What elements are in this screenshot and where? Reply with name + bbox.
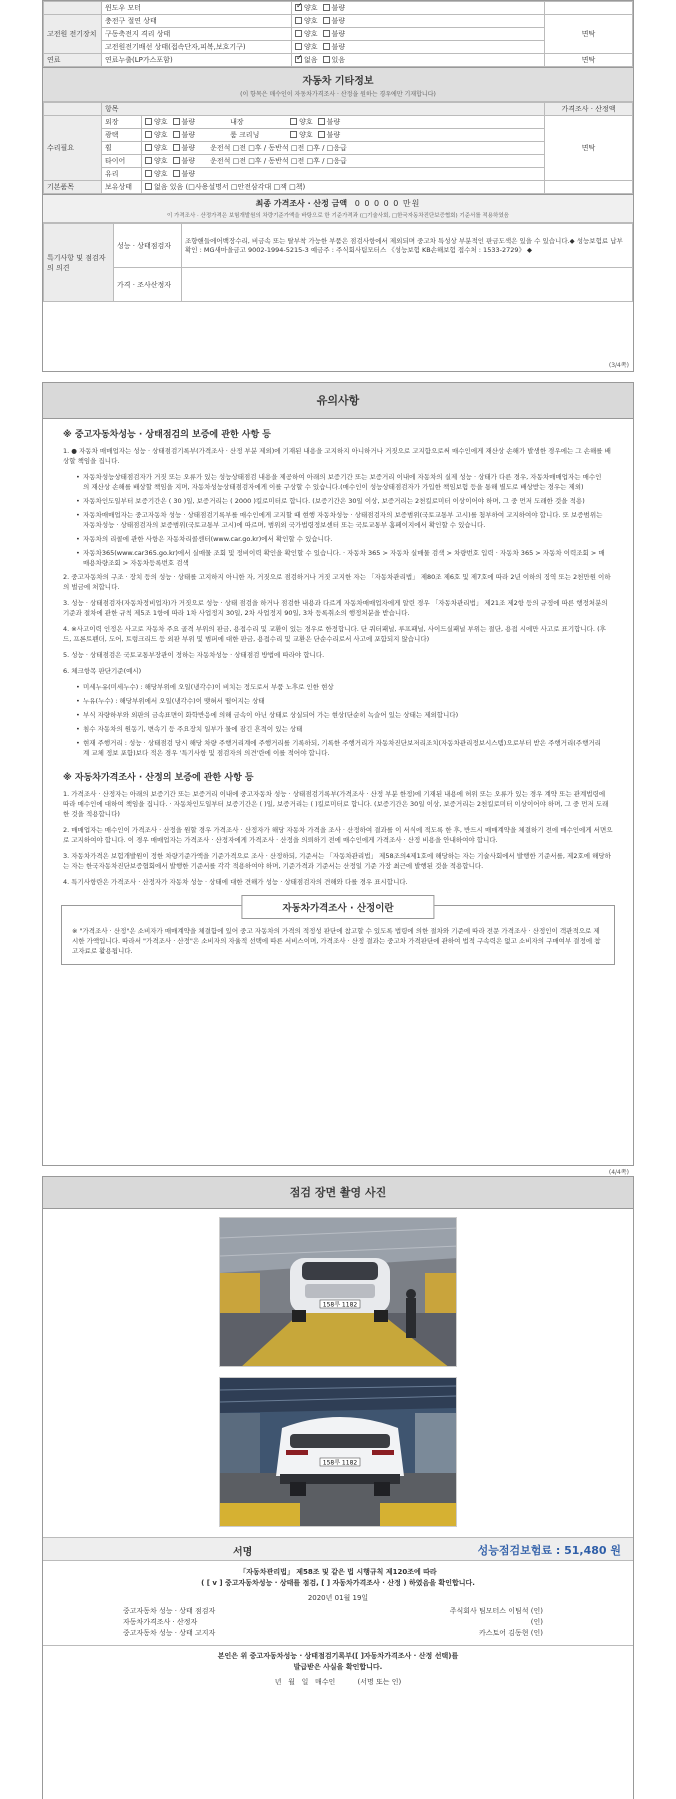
option-1-checkbox[interactable] [295,56,302,63]
good-checkbox[interactable] [145,157,152,164]
good-checkbox[interactable] [290,118,297,125]
bullet-item: • 현재 주행거리 : 성능 · 상태점검 당시 해당 차량 주행거리계에 주행거리를 기록하되, 기록한 주행거리가 자동차진단보저리조치(자동차관리정보시스템)으로부터 받은 주행거리(주행거리계 교체 정보 포함)보다 적은 경우 '특기사항 및 점검자의 의견'란에 이를 적어야 합니다. [83,738,607,758]
bad-label: 불량 [326,131,341,139]
bullet-item: • 부식 자량하부와 외판의 금속표면이 화학반응에 의해 금속이 아닌 상태로 상실되어 가는 현상(단순히 녹슬어 있는 상태는 제외합니다) [83,710,607,720]
opinion-appraiser-text [182,268,633,302]
good-checkbox[interactable] [145,131,152,138]
list-item: 4. ※사고이력 인정은 사고로 자동차 주요 골격 부위의 판금, 용접수리 및 교환이 있는 경우로 한정합니다. 단 쿼터패널, 루프패널, 사이드실패널 부위는 절단, 용접 시에만 사고로 표기합니다. (후드, 프론트펜더, 도어, 트렁크리드 등 외판 부위 및 범퍼에 대한 판금, 용접수리 및 교환은 단순수리로서 사고에 포함되지 않습니다) [63,625,606,643]
option-1-label: 없음 [304,56,318,64]
repair-b-label: 운전석 [210,144,231,152]
repair-group-label: 수리필요 [44,116,102,181]
bad-checkbox[interactable] [318,118,325,125]
good-label: 양호 [154,131,168,139]
list-item: 5. 성능 · 상태점검은 국토교통부장관이 정하는 자동차성능 · 상태점검 방법에 따라야 합니다. [63,651,325,659]
bullet-item: • 자동차의 리콜에 관한 사항은 자동차리콜센터(www.car.go.kr)에서 확인할 수 있습니다. [83,534,607,544]
row-item-label: 고전원전기배선 상태(접속단자,피복,보호기구) [102,41,292,54]
bad-label: 불량 [181,157,196,165]
signer-name: 카스토어 김동현 (인) [478,1629,543,1637]
photo-title: 점검 장면 촬영 사진 [43,1177,633,1209]
inspection-photo-rear [219,1377,457,1527]
signature-title: 서명 [233,1547,253,1558]
option-2-checkbox[interactable] [323,43,330,50]
etc-info-table [43,102,633,194]
wheel-position-text: □전 □후 / 동반석 □전 □후 / □응급 [232,157,347,165]
sec2-title: ※ 자동차가격조사 · 산정의 보증에 관한 사항 등 [63,773,254,783]
good-label: 양호 [154,157,168,165]
page-number: (3/4쪽) [608,362,629,369]
price-cell: 면탁 [545,15,633,54]
good-checkbox[interactable] [145,118,152,125]
signer-row [123,1606,543,1617]
row-options [292,28,545,41]
car-front-image [220,1218,457,1367]
final-price-amount: 0 0 0 0 0 만원 [354,199,421,208]
table-row [44,129,633,142]
repair-a-label: 유리 [102,168,142,181]
bullet-item: • 자동차매매업자는 중고자동차 성능 · 상태점검기록부를 매수인에게 고지할 때 현행 자동차성능 · 상태점검자의 보증범위(국토교통부 고시)를 첨부하여 고지하여야 합니다. 또 보증범위는 자동차성능 · 상태점검자의 보증범위(국토교통부 고시)에 따르며, 범위외 국가법령정보센터 또는 국토교통부 홈페이지에서 확인할 수 있습니다. [83,510,607,530]
option-2-label: 불량 [331,43,346,51]
row-options [292,15,545,28]
table-row [44,15,633,28]
table-row [44,116,633,129]
bad-label: 불량 [181,118,196,126]
appraisal-box-title: 자동차가격조사 · 산정이란 [241,895,434,919]
option-1-label: 양호 [304,17,318,25]
bullet-item: • 미세누유(미세누수) : 해당부위에 오일(냉각수)이 비치는 정도로서 부품 노후로 인한 현상 [83,682,607,692]
option-1-checkbox[interactable] [295,4,302,11]
row-item-label: 구동축전지 격리 상태 [102,28,292,41]
signer-role: 자동차가격조사 · 산정자 [123,1618,198,1626]
list-item: 1. 가격조사 · 산정자는 아래의 보증기간 또는 보증거리 이내에 중고자동차 성능 · 상태점검기록부(가격조사 · 산정 부분 한정)에 기재된 내용에 허위 또는 오류가 있는 경우 계약 또는 관계법령에 따라 매수인에 대하여 책임을 집니다. · 자동차인도일부터 보증기간은 ( )일, 보증거리는 ( )킬로미터로 합니다. (보증기간은 30일 이상, 보증거리는 2천킬로미터 이상이어야 하며, 그 중 먼저 도래한 것을 적용합니다) [63,790,609,818]
list-item: 4. 특기사항란은 가격조사 · 산정자가 자동차 성능 · 상태에 대한 견해가 성능 · 상태점검자의 견해와 다를 경우 표시합니다. [63,878,408,886]
opinion-inspector-text: 조향핸들에어백장수리, 비금속 또는 탈부착 가능한 부품은 점검사항에서 제외되며 중고차 특성상 부분적인 판금도색은 있을 수 있습니다.◆ 성능보험료 납부확인 : MG새마을금고 9002-1994-5215-3 예금주 : 주식회사팀모터스 《성능보험 KB손해보험 접수처 : 1533-2729》 ◆ [182,224,633,268]
opinion-appraiser-label: 가격 · 조사산정자 [114,268,182,302]
wheel-position-text: □전 □후 / 동반석 □전 □후 / □응급 [232,144,347,152]
option-2-checkbox[interactable] [323,4,330,11]
table-row [44,41,633,54]
good-checkbox[interactable] [145,170,152,177]
bad-checkbox[interactable] [173,157,180,164]
item-1: 1. ● 자동차 매매업자는 성능 · 상태점검기록부(가격조사 · 산정 부분 제외)에 기재된 내용을 고지하지 아니하거나 거짓으로 고지함으로써 매수인에게 재산상 손해가 발생한 경우에는 그 손해를 배상할 책임을 집니다. [63,447,611,465]
opinion-table [43,223,633,302]
option-2-checkbox[interactable] [323,56,330,63]
row-options [292,41,545,54]
option-1-checkbox[interactable] [295,30,302,37]
appraisal-info-box [61,905,615,965]
table-row [44,54,633,67]
page-number-2: (4/4쪽) [608,1169,629,1176]
final-price-title: 최종 가격조사 · 산정 금액 [255,199,348,208]
repair-options [142,129,545,142]
signer-name: 주식회사 팀모터스 이팀석 (인) [449,1607,543,1615]
repair-a-label: 휠 [102,142,142,155]
signer-row [123,1617,543,1628]
notice-page [42,382,634,1176]
bullet-item: • 자동차인도일부터 보증기간은 ( 30 )일, 보증거리는 ( 2000 )킬로미터로 합니다. (보증기간은 30일 이상, 보증거리는 2천킬로미터 이상이어야 하며, 그 중 먼저 도래한 것을 적용) [83,496,607,506]
table-row [44,168,633,181]
bad-label: 불량 [181,170,196,178]
list-item: 3. 자동차가격은 보험개발원이 정한 차량기준가액을 기준가격으로 조사 · 산정하되, 기준서는 「자동차관리법」 제58조의4제1호에 해당하는 자는 기술사회에서 발행한 기준서를, 제2호에 해당하는 자는 한국자동차진단보증협회에서 발행한 기준서를 각각 적용하여야 하며, 기준가격과 기준서는 산정일 기준 가장 최근에 발행된 것을 적용합니다. [63,852,611,870]
bad-label: 불량 [181,131,196,139]
repair-a-label: 광택 [102,129,142,142]
list-item: 3. 성능 · 상태점검자(자동차정비업자)가 거짓으로 성능 · 상태 점검을 하거나 점검한 내용과 다르게 자동차매매업자에게 알린 경우 「자동차관리법」 제21조 제2항 등의 규정에 따른 행정처분의 기준과 절차에 관한 규칙 제5조 1항에 따라 1차 사업정지 30일, 2차 사업정지 90일, 3차 등록취소의 행정처분을 받습니다. [63,599,608,617]
good-label: 양호 [154,118,168,126]
etc-info-title: 자동차 기타정보 [302,76,374,87]
basic-item-label: 보유상태 [102,181,142,194]
list-item: 6. 체크항목 판단기준(예시) [63,667,142,675]
sec1-title: ※ 중고자동차성능 · 상태점검의 보증에 관한 사항 등 [63,430,271,440]
signer-row [123,1628,543,1639]
list-item: 2. 중고자동차의 구조 · 장치 등의 성능 · 상태를 고지하지 아니한 자, 거짓으로 점검하거나 거짓 고지한 자는 「자동차관리법」 제80조 제6호 및 제7호에 따라 2년 이하의 징역 또는 2천만원 이하의 벌금에 처합니다. [63,573,611,591]
appraisal-box-text: ※ "가격조사 · 산정"은 소비자가 매매계약을 체결함에 있어 중고 자동차의 가격의 적정성 판단에 참고할 수 있도록 법령에 의한 절차와 기준에 따라 전문 가격조사 · 산정인이 객관적으로 제시한 가액입니다. 따라서 "가격조사 · 산정"은 소비자의 자율적 선택에 따른 서비스이며, 가격조사 · 산정 결과는 중고차 가격판단에 관하여 법적 구속력은 없고 소비자의 구매여부 결정에 참고자료로 활용됩니다. [72,927,601,955]
repair-price-cell: 면탁 [545,116,633,181]
opinion-inspector-label: 성능 · 상태점검자 [114,224,182,268]
option-2-checkbox[interactable] [323,30,330,37]
inspection-photo-front [219,1217,457,1367]
option-2-label: 있음 [331,56,346,64]
group-label: 연료 [44,54,102,67]
row-item-label: 연료누출(LP가스포함) [102,54,292,67]
row-item-label: 윈도우 모터 [102,2,292,15]
basic-group-label: 기본품목 [44,181,102,194]
option-1-checkbox[interactable] [295,17,302,24]
table-row [44,155,633,168]
repair-b-label: 운전석 [210,157,231,165]
repair-options [142,116,545,129]
signer-role: 중고자동차 성능 · 상태 고지자 [123,1629,216,1637]
repair-b-label: 룸 크리닝 [230,131,260,139]
bad-checkbox[interactable] [318,131,325,138]
car-rear-image [220,1378,457,1527]
table-row [44,2,633,15]
option-1-label: 양호 [304,4,318,12]
photo-sign-page [42,1176,634,1799]
price-cell: 면탁 [545,54,633,67]
repair-options [142,142,545,155]
law-line-1: 「자동차관리법」 제58조 및 같은 법 시행규칙 제120조에 따라 [239,1568,437,1576]
table-row [44,28,633,41]
top-checklist-table [43,1,633,67]
etc-info-header [43,67,633,102]
option-2-label: 불량 [331,30,346,38]
plate-rear: 158루 1182 [322,1459,358,1467]
price-cell [545,2,633,15]
option-2-label: 불량 [331,4,346,12]
good-label: 양호 [299,131,313,139]
good-checkbox[interactable] [290,131,297,138]
opinion-label: 특기사항 및 점검자의 의견 [44,224,114,302]
bullet-item: • 침수 자동차의 원동기, 변속기 등 주요장치 일부가 물에 잠긴 흔적이 있는 상태 [83,724,607,734]
confirm-line-1: 본인은 위 중고자동차성능 · 상태점검기록부([ ]자동차가격조사 · 산정 선택)를 [217,1652,459,1660]
plate-front: 158루 1182 [322,1301,358,1309]
etc-info-note: (이 항목은 매수인이 자동차가격조사 · 산정을 원하는 경우에만 기재합니다) [240,91,436,98]
group-label [44,2,102,15]
group-label: 고전원 전기장치 [44,15,102,54]
signer-name: (인) [530,1618,543,1626]
repair-options [142,168,545,181]
good-label: 양호 [154,170,168,178]
row-item-label: 충전구 절연 상태 [102,15,292,28]
bullet-item: • 자동차365(www.car365.go.kr)에서 실매물 조회 및 정비이력 확인을 확인할 수 있습니다. · 자동차 365 > 자동차 실매물 검색 > 차량번호 입력 · 자동차 365 > 자동차 이력조회 > 매매용차량조회 > 자동차등록번호 검색 [83,548,607,568]
inspection-record-page-3 [42,0,634,372]
option-1-label: 양호 [304,43,318,51]
option-1-checkbox[interactable] [295,43,302,50]
bullet-item: • 자동차성능상태점검자가 거짓 또는 오류가 있는 성능상태점검 내용을 제공하여 아래의 보증기간 또는 보증거리 이내에 자동차의 실제 성능 · 상태가 다른 경우, 자동차매매업자는 매수인의 재산상 손해를 배상할 책임을 지며, 자동차성능상태점검자에게 이를 구상할 수 있습니다.(매수인이 성능상태점검자가 가입한 책임보험 등을 통해 별도로 배상받는 경우는 제외) [83,472,607,492]
final-price-section [43,194,633,223]
confirm-line-2: 발급받은 사실을 확인합니다. [293,1663,383,1671]
signature-header [43,1537,633,1561]
option-1-label: 양호 [304,30,318,38]
option-2-checkbox[interactable] [323,17,330,24]
notice-title: 유의사항 [43,383,633,419]
sign-date: 2020년 01월 19일 [307,1594,369,1602]
basic-none-checkbox[interactable] [145,183,152,190]
header-price: 가격조사 · 산정액 [545,103,633,116]
good-label: 양호 [154,144,168,152]
good-checkbox[interactable] [145,144,152,151]
basic-item-text: 없음 있음 (□사용설명서 □안전삼각대 □잭 □책) [154,183,306,191]
bad-checkbox[interactable] [173,131,180,138]
bad-label: 불량 [326,118,341,126]
repair-b-label: 내장 [230,118,244,126]
option-2-label: 불량 [331,17,346,25]
bad-checkbox[interactable] [173,170,180,177]
bad-checkbox[interactable] [173,144,180,151]
basic-item-options [142,181,545,194]
law-line-2: ( [ v ] 중고자동차성능 · 상태를 점검, [ ] 자동차가격조사 · 산정 ) 하였음을 확인합니다. [201,1579,475,1587]
insurance-fee: 성능점검보험료 : 51,480 원 [477,1544,621,1557]
table-row [44,142,633,155]
repair-options [142,155,545,168]
header-item: 항목 [102,103,545,116]
final-price-note: 이 가격조사 · 산정가격은 보험개발원의 차량기준가액을 바탕으로 한 기준가격과 (□기술사회, □한국자동차진단보증협회) 기준서를 적용하였음 [166,213,509,219]
repair-a-label: 타이어 [102,155,142,168]
confirm-line-3: 년 월 일 매수인 (서명 또는 인) [274,1678,402,1686]
list-item: 2. 매매업자는 매수인이 가격조사 · 산정을 원할 경우 가격조사 · 산정자가 해당 자동차 가격을 조사 · 산정하여 결과를 이 서식에 적도록 한 후, 반드시 매매계약을 체결하기 전에 매수인에게 서면으로 고지하여야 합니다. 이 경우 매매업자는 가격조사 · 산정자에게 가격조사 · 산정을 의뢰하기 전에 매수인에게 가격조사 · 산정 비용을 안내하여야 합니다. [63,826,613,844]
row-options [292,2,545,15]
bullet-item: • 누유(누수) : 해당부위에서 오일(냉각수)이 맺혀서 떨어지는 상태 [83,696,607,706]
bad-label: 불량 [181,144,196,152]
bad-checkbox[interactable] [173,118,180,125]
signer-role: 중고자동차 성능 · 상태 점검자 [123,1607,216,1615]
good-label: 양호 [299,118,313,126]
row-options [292,54,545,67]
repair-a-label: 외장 [102,116,142,129]
